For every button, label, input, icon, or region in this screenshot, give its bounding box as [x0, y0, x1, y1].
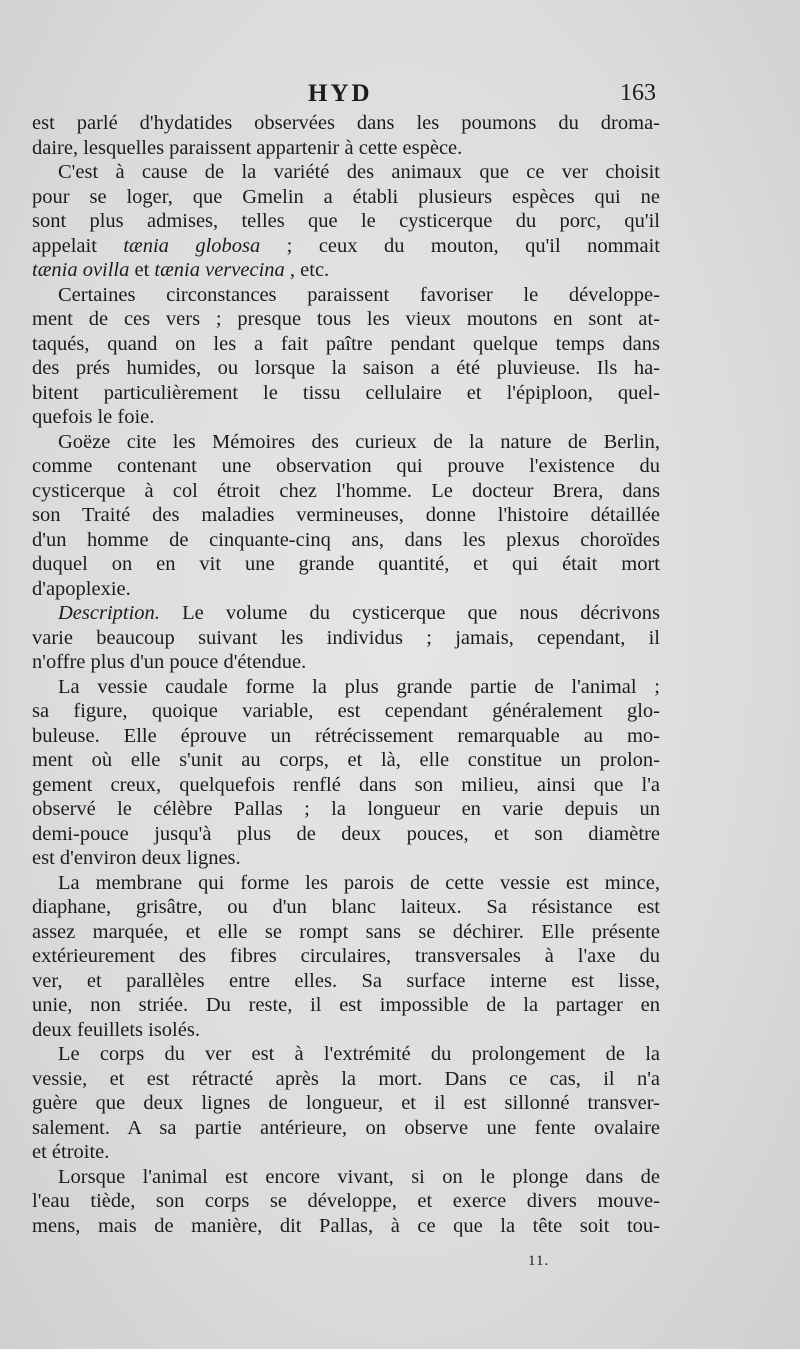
text-line [32, 209, 660, 234]
text-segment: est d'environ deux lignes. [32, 847, 241, 869]
text-segment: l'eau tiède, son corps se développe, et exerce divers mouve- [32, 1190, 660, 1212]
text-line [32, 724, 660, 749]
text-line [32, 748, 660, 773]
text-line [32, 405, 660, 430]
text-segment: salement. A sa partie antérieure, on observe une fente ovalaire [32, 1116, 660, 1139]
body-text [32, 111, 660, 1238]
text-line [32, 1189, 660, 1214]
text-segment: Goëze cite les Mémoires des curieux de la nature de Berlin, [58, 430, 660, 453]
text-segment: ; ceux du mouton, qu'il nommait [260, 234, 660, 257]
running-head: HYD [308, 80, 373, 107]
italic-term: tænia vervecina [154, 259, 285, 281]
text-line [32, 503, 660, 528]
text-line [32, 111, 660, 136]
text-segment: Le corps du ver est à l'extrémité du prolongement de la [58, 1043, 660, 1065]
text-segment: bitent particulièrement le tissu cellulaire et l'épiploon, quel- [32, 381, 660, 404]
text-segment: comme contenant une observation qui prouve l'existence du [32, 455, 660, 477]
text-segment: ment de ces vers ; presque tous les vieux moutons en sont at- [32, 308, 660, 330]
text-line [32, 479, 660, 504]
text-segment: pour se loger, que Gmelin a établi plusieurs espèces qui ne [32, 185, 660, 208]
text-line [32, 773, 660, 798]
text-line [32, 993, 660, 1018]
text-segment: Certaines circonstances paraissent favoriser le développe- [58, 283, 660, 306]
text-segment: sont plus admises, telles que le cysticerque du porc, qu'il [32, 210, 660, 232]
text-segment: quefois le foie. [32, 406, 155, 428]
text-segment: est parlé d'hydatides observées dans les poumons du droma- [32, 112, 660, 134]
text-segment: taqués, quand on les a fait paître pendant quelque temps dans [32, 332, 660, 355]
text-line [32, 160, 660, 185]
text-line [32, 1165, 660, 1190]
text-segment: guère que deux lignes de longueur, et il est sillonné transver- [32, 1092, 660, 1114]
text-line [32, 601, 660, 626]
text-segment: vessie, et est rétracté après la mort. Dans ce cas, il n'a [32, 1067, 660, 1090]
text-line [32, 234, 660, 259]
text-segment: daire, lesquelles paraissent appartenir à cette espèce. [32, 136, 463, 159]
text-line [32, 699, 660, 724]
text-line [32, 822, 660, 847]
text-segment: La vessie caudale forme la plus grande partie de l'animal ; [58, 675, 660, 698]
text-line [32, 871, 660, 896]
text-segment: , etc. [284, 259, 330, 281]
text-line [32, 356, 660, 381]
signature-mark: 11. [528, 1253, 550, 1269]
text-line [32, 1042, 660, 1067]
text-line [32, 1091, 660, 1116]
text-line [32, 1116, 660, 1141]
text-line [32, 185, 660, 210]
text-segment: appelait [32, 234, 124, 257]
text-segment: et étroite. [32, 1141, 110, 1163]
text-line [32, 797, 660, 822]
text-line [32, 381, 660, 406]
text-segment: ment où elle s'unit au corps, et là, elle constitue un prolon- [32, 749, 660, 771]
text-segment: mens, mais de manière, dit Pallas, à ce que la tête soit tou- [32, 1214, 660, 1237]
text-line [32, 675, 660, 700]
text-segment: n'offre plus d'un pouce d'étendue. [32, 651, 307, 673]
text-line [32, 846, 660, 871]
text-segment: varie beaucoup suivant les individus ; jamais, cependant, il [32, 626, 660, 649]
text-line [32, 454, 660, 479]
text-line [32, 307, 660, 332]
text-segment: diaphane, grisâtre, ou d'un blanc laiteux. Sa résistance est [32, 896, 660, 918]
text-segment: sa figure, quoique variable, est cependant généralement glo- [32, 700, 660, 722]
text-segment: C'est à cause de la variété des animaux que ce ver choisit [58, 161, 660, 183]
italic-term: tænia globosa [123, 234, 261, 257]
text-line [32, 626, 660, 651]
text-line [32, 332, 660, 357]
text-segment: observé le célèbre Pallas ; la longueur en varie depuis un [32, 798, 660, 820]
text-segment: d'apoplexie. [32, 577, 131, 600]
page-header [0, 80, 800, 110]
text-line [32, 258, 660, 283]
text-line [32, 1140, 660, 1165]
text-line [32, 283, 660, 308]
text-segment: extérieurement des fibres circulaires, transversales à l'axe du [32, 945, 660, 967]
text-line [32, 528, 660, 553]
text-line [32, 944, 660, 969]
text-segment: unie, non striée. Du reste, il est impossible de la partager en [32, 994, 660, 1016]
text-segment: buleuse. Elle éprouve un rétrécissement remarquable au mo- [32, 724, 660, 747]
text-segment: Le volume du cysticerque que nous décrivons [159, 602, 660, 624]
text-line [32, 969, 660, 994]
text-line [32, 577, 660, 602]
text-segment: d'un homme de cinquante-cinq ans, dans les plexus choroïdes [32, 528, 660, 551]
text-line [32, 920, 660, 945]
page-number: 163 [620, 80, 656, 106]
text-line [32, 1067, 660, 1092]
italic-term: tænia ovilla [32, 259, 130, 281]
text-segment: assez marquée, et elle se rompt sans se déchirer. Elle présente [32, 920, 660, 943]
text-segment: deux feuillets isolés. [32, 1018, 200, 1041]
text-segment: La membrane qui forme les parois de cette vessie est mince, [58, 871, 660, 894]
text-line [32, 136, 660, 161]
text-line [32, 650, 660, 675]
text-segment: demi-pouce jusqu'à plus de deux pouces, et son diamètre [32, 822, 660, 845]
text-line [32, 552, 660, 577]
text-segment: et [129, 259, 155, 281]
text-segment: des prés humides, ou lorsque la saison a été pluvieuse. Ils ha- [32, 357, 660, 379]
text-segment: Lorsque l'animal est encore vivant, si on le plonge dans de [58, 1165, 660, 1188]
italic-term: Description. [58, 602, 160, 624]
text-segment: cysticerque à col étroit chez l'homme. Le docteur Brera, dans [32, 479, 660, 502]
text-line [32, 895, 660, 920]
text-segment: gement creux, quelquefois renflé dans son milieu, ainsi que l'a [32, 773, 660, 796]
text-line [32, 430, 660, 455]
text-line [32, 1214, 660, 1239]
text-segment: son Traité des maladies vermineuses, donne l'histoire détaillée [32, 504, 660, 526]
text-segment: ver, et parallèles entre elles. Sa surface interne est lisse, [32, 969, 660, 992]
text-segment: duquel on en vit une grande quantité, et qui était mort [32, 553, 660, 575]
text-line [32, 1018, 660, 1043]
